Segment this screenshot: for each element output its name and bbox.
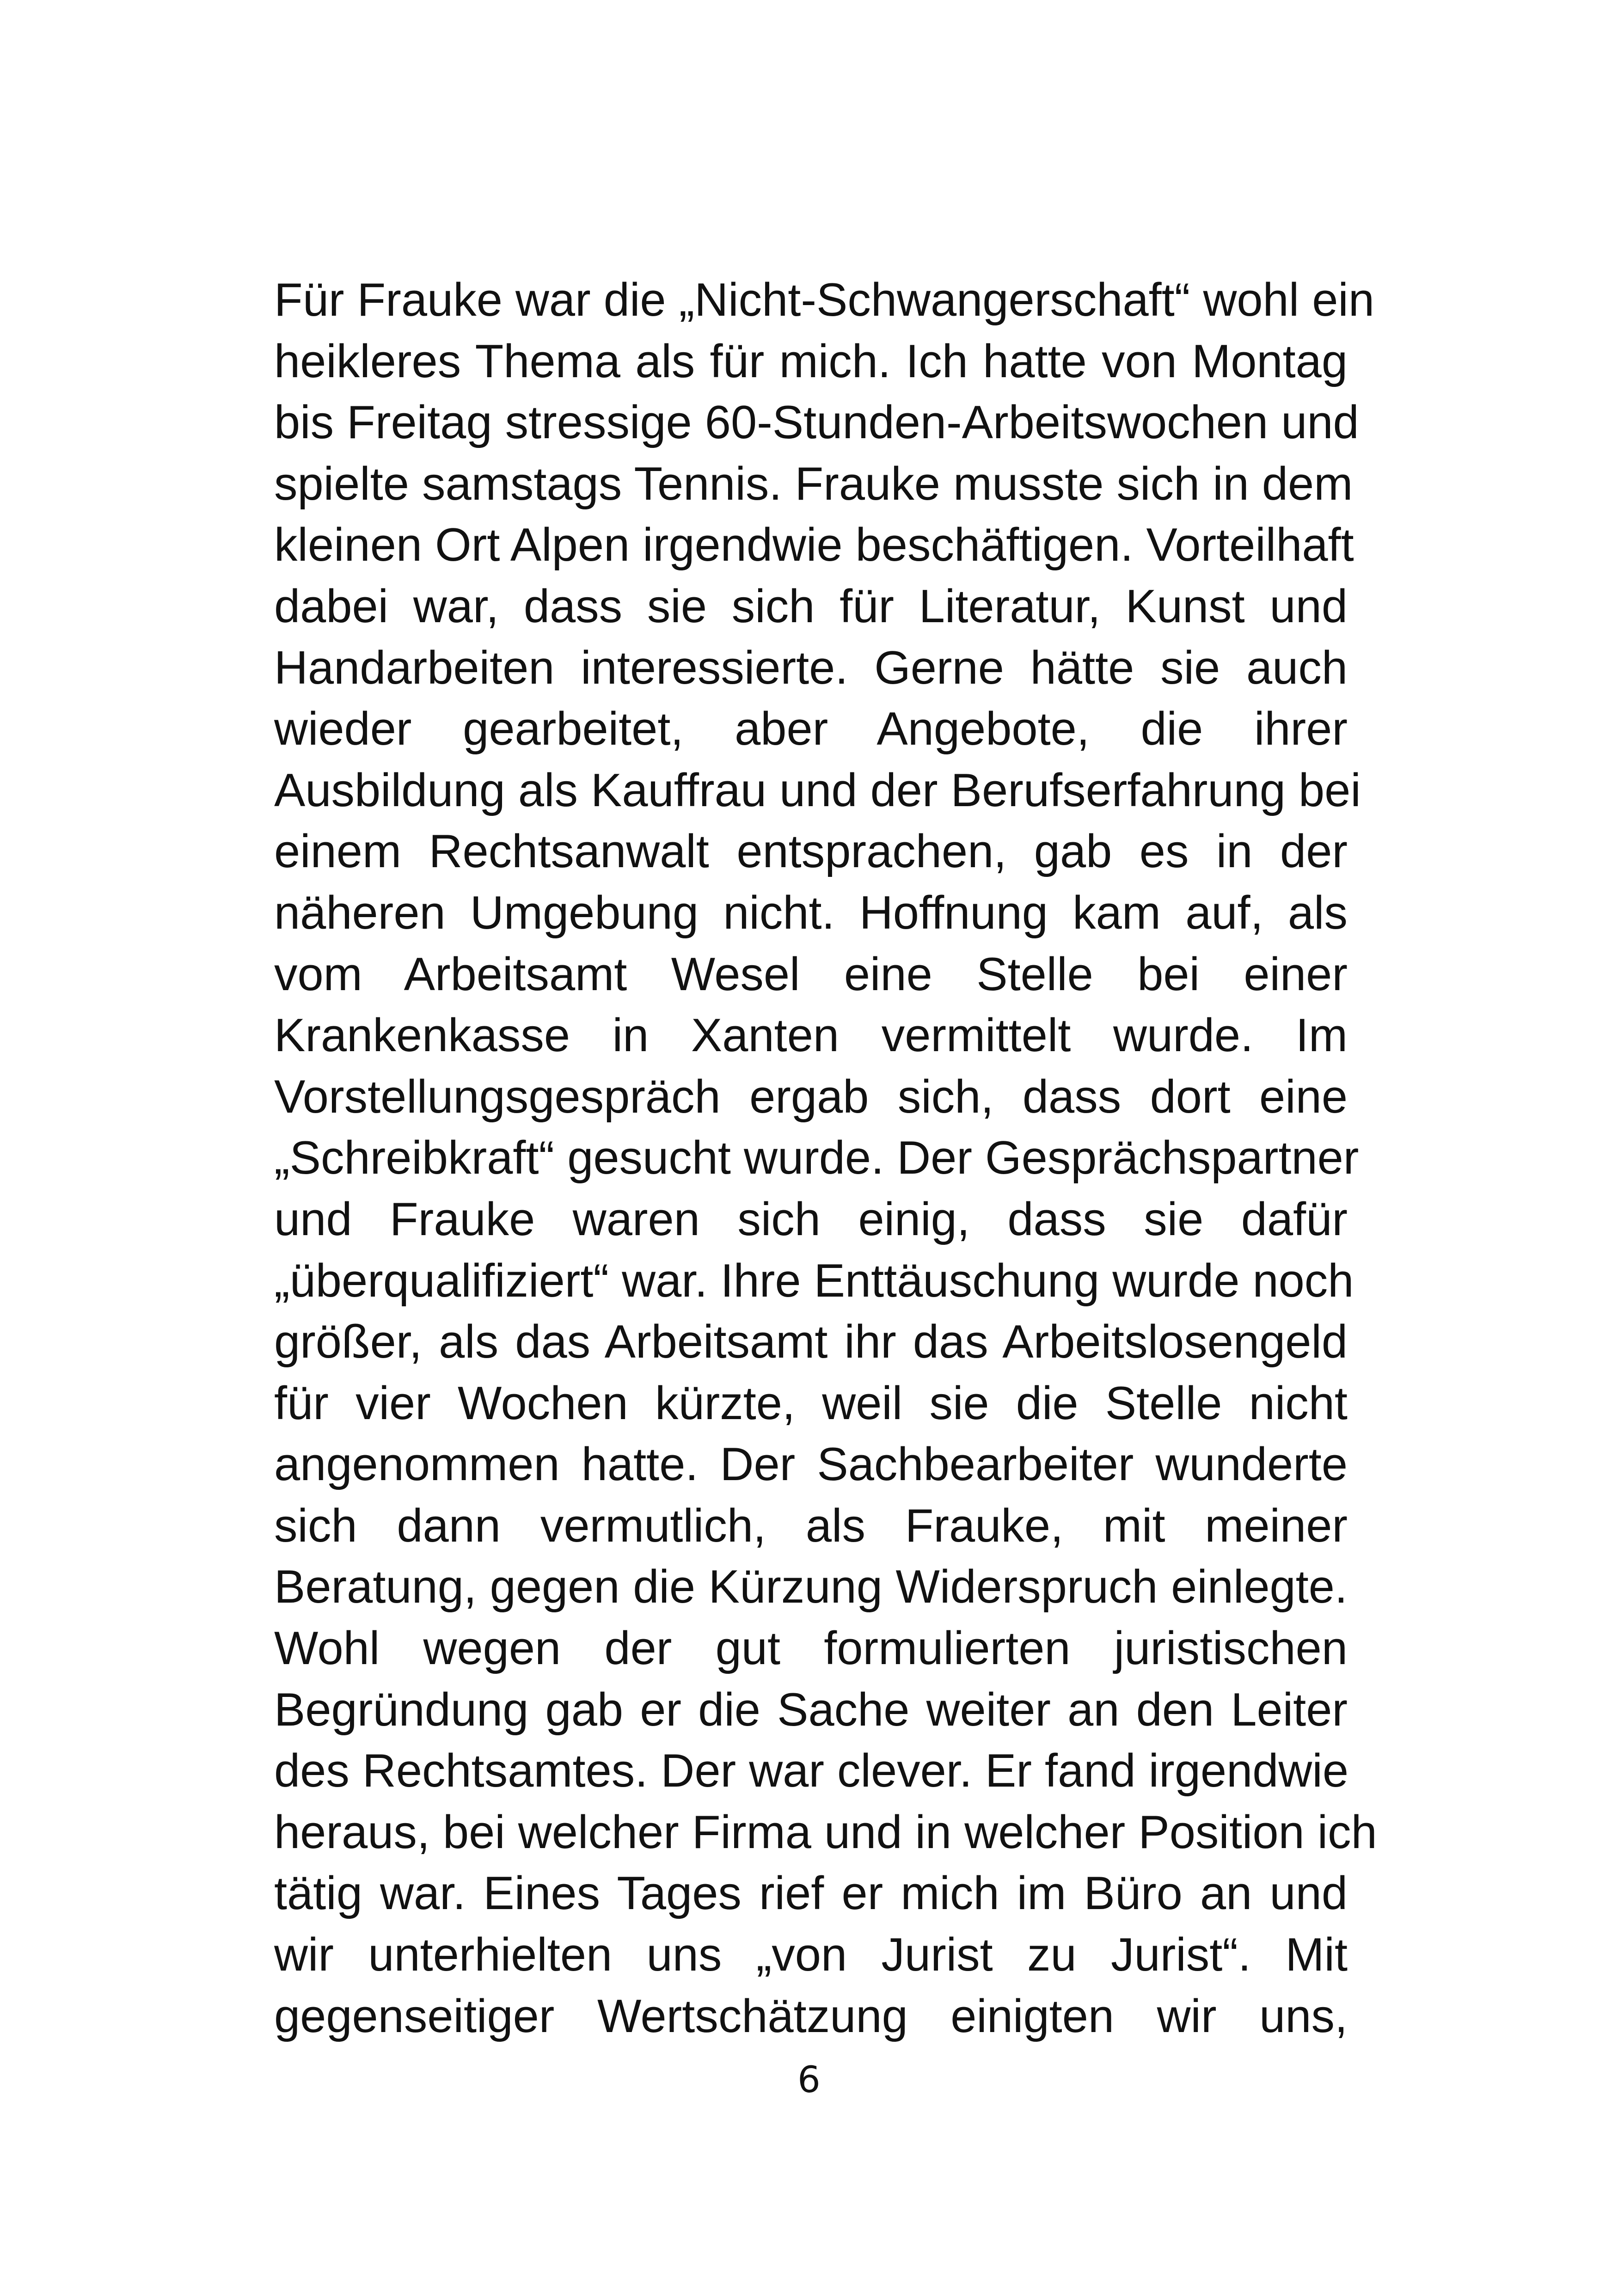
text-line: gegenseitiger Wertschätzung einigten wir uns, <box>274 1990 1348 2042</box>
text-line: Für Frauke war die „Nicht-Schwangerschaft“ wohl ein <box>274 274 1375 326</box>
text-line: tätig war. Eines Tages rief er mich im Büro an und <box>274 1867 1348 1920</box>
text-line: spielte samstags Tennis. Frauke musste sich in dem <box>274 458 1353 510</box>
text-line: für vier Wochen kürzte, weil sie die Stelle nicht <box>274 1377 1348 1429</box>
text-line: Begründung gab er die Sache weiter an den Leiter <box>274 1684 1348 1736</box>
text-line: bis Freitag stressige 60-Stunden-Arbeitswochen und <box>274 397 1359 449</box>
text-line: Beratung, gegen die Kürzung Widerspruch einlegte. <box>274 1561 1348 1613</box>
body-paragraph <box>274 269 1377 2047</box>
text-line: größer, als das Arbeitsamt ihr das Arbeitslosengeld <box>274 1316 1348 1368</box>
page-number: 6 <box>797 2059 821 2101</box>
text-line: näheren Umgebung nicht. Hoffnung kam auf, als <box>274 887 1348 939</box>
text-line: und Frauke waren sich einig, dass sie dafür <box>274 1193 1348 1245</box>
text-line: vom Arbeitsamt Wesel eine Stelle bei einer <box>274 948 1348 1000</box>
text-line: wir unterhielten uns „von Jurist zu Jurist“. Mit <box>274 1929 1348 1981</box>
text-line: dabei war, dass sie sich für Literatur, Kunst und <box>274 580 1348 632</box>
text-line: einem Rechtsanwalt entsprachen, gab es in der <box>274 826 1348 878</box>
text-line: heraus, bei welcher Firma und in welcher Position ich <box>274 1806 1377 1858</box>
text-line: Handarbeiten interessierte. Gerne hätte sie auch <box>274 642 1348 694</box>
text-line: Krankenkasse in Xanten vermittelt wurde. Im <box>274 1010 1348 1062</box>
text-line: kleinen Ort Alpen irgendwie beschäftigen. Vorteilhaft <box>274 519 1354 571</box>
text-line: heikleres Thema als für mich. Ich hatte von Montag <box>274 335 1348 387</box>
text-line: wieder gearbeitet, aber Angebote, die ihrer <box>274 703 1348 755</box>
text-line: sich dann vermutlich, als Frauke, mit meiner <box>274 1500 1348 1552</box>
text-line: „Schreibkraft“ gesucht wurde. Der Gesprächspartner <box>274 1132 1359 1184</box>
text-line: Vorstellungsgespräch ergab sich, dass dort eine <box>274 1071 1348 1123</box>
text-line: Wohl wegen der gut formulierten juristischen <box>274 1623 1348 1675</box>
text-line: angenommen hatte. Der Sachbearbeiter wunderte <box>274 1439 1348 1491</box>
text-line: „überqualifiziert“ war. Ihre Enttäuschung wurde noch <box>274 1255 1354 1307</box>
text-line: Ausbildung als Kauffrau und der Berufserfahrung bei <box>274 764 1361 816</box>
text-line: des Rechtsamtes. Der war clever. Er fand irgendwie <box>274 1745 1348 1797</box>
